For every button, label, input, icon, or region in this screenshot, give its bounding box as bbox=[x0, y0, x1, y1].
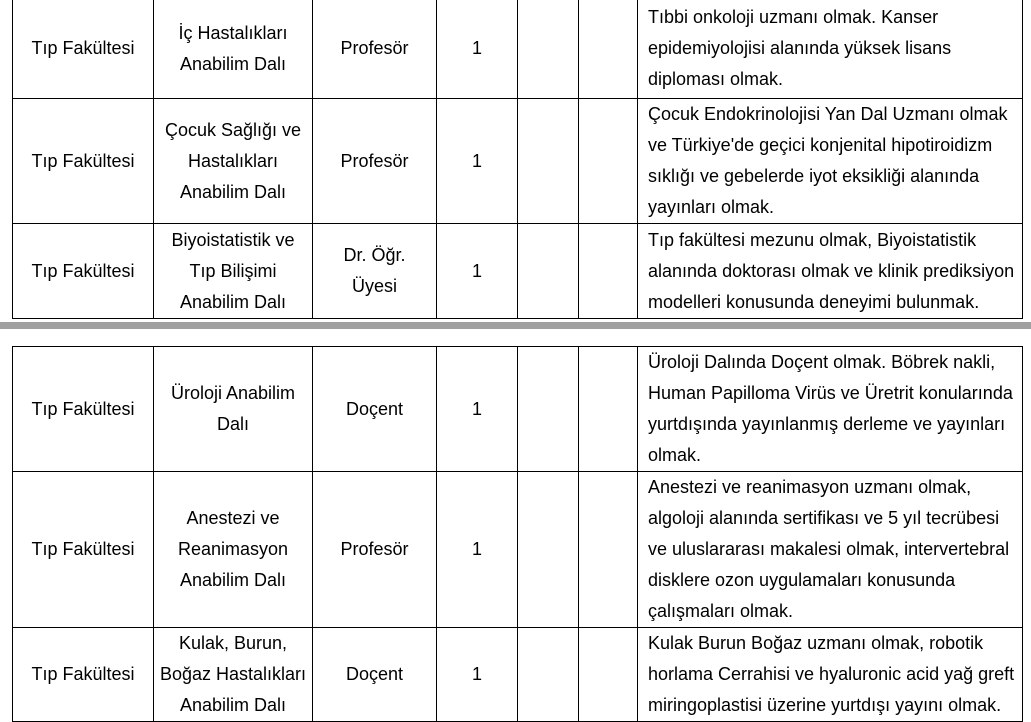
faculty-cell: Tıp Fakültesi bbox=[13, 99, 154, 224]
requirements-cell: Çocuk Endokrinolojisi Yan Dal Uzmanı olmak ve Türkiye'de geçici konjenital hipotiroidizm sıklığı ve gebelerde iyot eksikliği alanında yayınları olmak. bbox=[638, 99, 1023, 224]
faculty-cell: Tıp Fakültesi bbox=[13, 628, 154, 722]
empty-cell bbox=[579, 472, 638, 628]
empty-cell bbox=[518, 0, 579, 99]
count-cell: 1 bbox=[437, 224, 518, 319]
positions-table-bottom bbox=[12, 346, 1023, 722]
title-cell: Doçent bbox=[313, 628, 437, 722]
empty-cell bbox=[518, 347, 579, 472]
requirements-cell: Anestezi ve reanimasyon uzmanı olmak, algoloji alanında sertifikası ve 5 yıl tecrübesi ve uluslararası makalesi olmak, intervertebral disklere ozon uygulamaları konusunda çalışmaları olmak. bbox=[638, 472, 1023, 628]
title-cell: Dr. Öğr. Üyesi bbox=[313, 224, 437, 319]
count-cell: 1 bbox=[437, 628, 518, 722]
empty-cell bbox=[579, 0, 638, 99]
department-cell: İç Hastalıkları Anabilim Dalı bbox=[154, 0, 313, 99]
count-cell: 1 bbox=[437, 0, 518, 99]
faculty-cell: Tıp Fakültesi bbox=[13, 472, 154, 628]
title-cell: Profesör bbox=[313, 472, 437, 628]
count-cell: 1 bbox=[437, 347, 518, 472]
department-cell: Çocuk Sağlığı ve Hastalıkları Anabilim Dalı bbox=[154, 99, 313, 224]
title-cell: Profesör bbox=[313, 0, 437, 99]
positions-table-top bbox=[12, 0, 1023, 319]
empty-cell bbox=[579, 628, 638, 722]
department-cell: Anestezi ve Reanimasyon Anabilim Dalı bbox=[154, 472, 313, 628]
title-cell: Profesör bbox=[313, 99, 437, 224]
faculty-cell: Tıp Fakültesi bbox=[13, 224, 154, 319]
faculty-cell: Tıp Fakültesi bbox=[13, 347, 154, 472]
requirements-cell: Üroloji Dalında Doçent olmak. Böbrek nakli, Human Papilloma Virüs ve Üretrit konularında yurtdışında yayınlanmış derleme ve yayınları olmak. bbox=[638, 347, 1023, 472]
department-cell: Kulak, Burun, Boğaz Hastalıkları Anabilim Dalı bbox=[154, 628, 313, 722]
department-cell: Biyoistatistik ve Tıp Bilişimi Anabilim Dalı bbox=[154, 224, 313, 319]
empty-cell bbox=[579, 224, 638, 319]
table-row bbox=[13, 99, 1023, 224]
empty-cell bbox=[518, 99, 579, 224]
empty-cell bbox=[518, 224, 579, 319]
table-row bbox=[13, 347, 1023, 472]
requirements-cell: Kulak Burun Boğaz uzmanı olmak, robotik horlama Cerrahisi ve hyaluronic acid yağ greft miringoplastisi üzerine yurtdışı yayını olmak. bbox=[638, 628, 1023, 722]
table-row bbox=[13, 224, 1023, 319]
table-row bbox=[13, 628, 1023, 722]
table-row bbox=[13, 472, 1023, 628]
faculty-cell: Tıp Fakültesi bbox=[13, 0, 154, 99]
empty-cell bbox=[518, 472, 579, 628]
requirements-cell: Tıp fakültesi mezunu olmak, Biyoistatistik alanında doktorası olmak ve klinik prediksiyon modelleri konusunda deneyimi bulunmak. bbox=[638, 224, 1023, 319]
count-cell: 1 bbox=[437, 99, 518, 224]
empty-cell bbox=[579, 99, 638, 224]
department-cell: Üroloji Anabilim Dalı bbox=[154, 347, 313, 472]
page-separator bbox=[0, 322, 1031, 329]
table-row bbox=[13, 0, 1023, 99]
count-cell: 1 bbox=[437, 472, 518, 628]
requirements-cell: Tıbbi onkoloji uzmanı olmak. Kanser epidemiyolojisi alanında yüksek lisans diploması olmak. bbox=[638, 0, 1023, 99]
title-cell: Doçent bbox=[313, 347, 437, 472]
empty-cell bbox=[579, 347, 638, 472]
empty-cell bbox=[518, 628, 579, 722]
